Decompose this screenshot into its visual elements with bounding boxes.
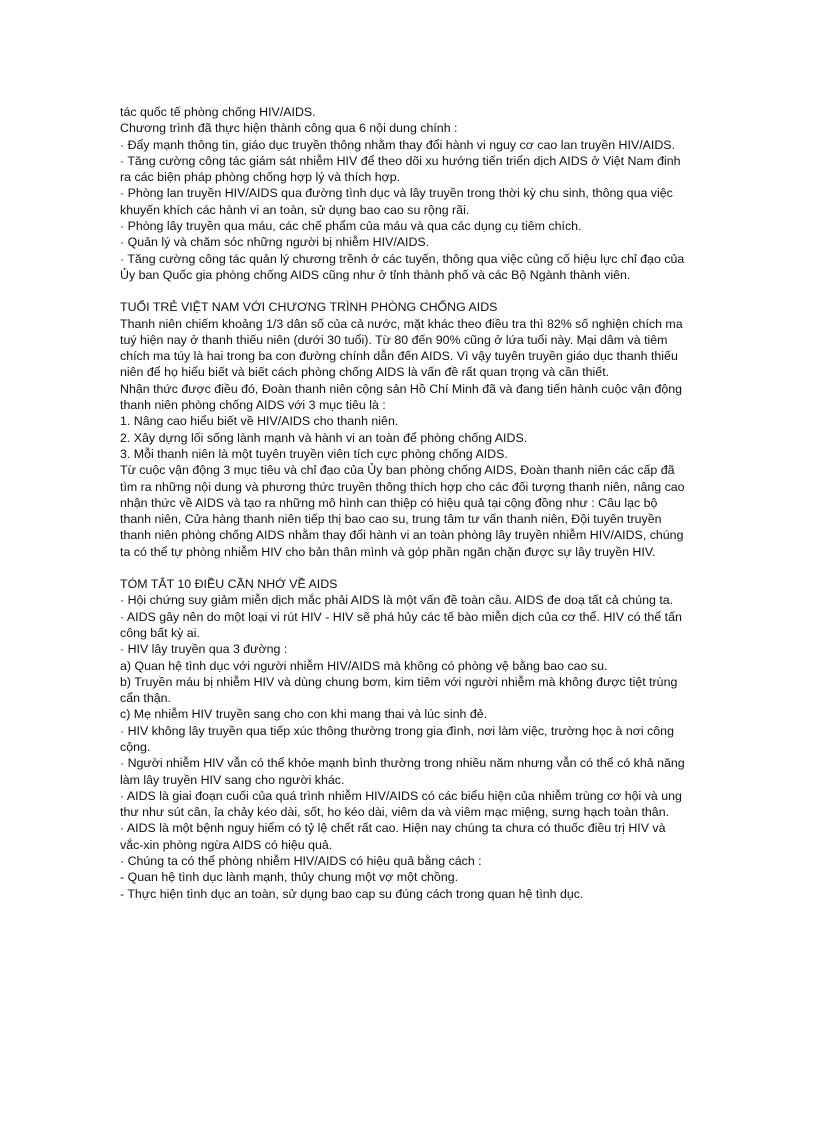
list-item: 3. Mỗi thanh niên là một tuyên truyền viên tích cực phòng chống AIDS. xyxy=(120,446,508,461)
section-ten-things xyxy=(120,576,690,902)
list-item: - Quan hệ tình dục lành mạnh, thủy chung một vợ một chồng. xyxy=(120,870,459,885)
bullet-item: · HIV lây truyền qua 3 đường : xyxy=(120,642,288,657)
paragraph: tác quốc tế phòng chống HIV/AIDS. xyxy=(120,105,316,119)
bullet-item: · Phòng lan truyền HIV/AIDS qua đường tình dục và lây truyền trong thời kỳ chu sinh, thông qua việc khuyến khích các hành vi an toàn, sử dụng bao cao su rộng rãi. xyxy=(120,186,673,217)
list-item: 2. Xây dựng lối sống lành mạnh và hành vi an toàn để phòng chống AIDS. xyxy=(120,430,528,445)
paragraph: Thanh niên chiếm khoảng 1/3 dân số của cả nước, mặt khác theo điều tra thì 82% số nghiện chích ma tuý hiện nay ở thanh thiếu niên (dưới 30 tuổi). Từ 80 đến 90% cũng ở lứa tuổi này. Mại dâm và tiêm chích ma túy là hai trong ba con đường chính dẫn đến AIDS. Vì vậy tuyên truyền giáo dục thanh thiếu niên để họ hiểu biết và biết cách phòng chống AIDS là vấn đề rất quan trọng và cần thiết. xyxy=(120,316,683,380)
bullet-item: · AIDS là một bệnh nguy hiểm có tỷ lệ chết rất cao. Hiện nay chúng ta chưa có thuốc điều trị HIV và vắc-xin phòng ngừa AIDS có hiệu quả. xyxy=(120,821,666,852)
bullet-item: · HIV không lây truyền qua tiếp xúc thông thường trong gia đình, nơi làm việc, trường học à nơi công cộng. xyxy=(120,723,674,754)
bullet-item: · Quản lý và chăm sóc những người bị nhiễm HIV/AIDS. xyxy=(120,235,430,250)
bullet-item: · Chúng ta có thể phòng nhiễm HIV/AIDS có hiệu quả bằng cách : xyxy=(120,854,482,869)
list-item: 1. Nâng cao hiểu biết về HIV/AIDS cho thanh niên. xyxy=(120,414,399,429)
list-item: - Thực hiện tình dục an toàn, sử dụng bao cap su đúng cách trong quan hệ tình dục. xyxy=(120,886,584,901)
bullet-item: · Phòng lây truyền qua máu, các chế phẩm của máu và qua các dụng cụ tiêm chích. xyxy=(120,219,582,234)
list-item: a) Quan hệ tình dục với người nhiễm HIV/AIDS mà không có phòng vệ bằng bao cao su. xyxy=(120,658,608,673)
bullet-item: · Hội chứng suy giảm miễn dịch mắc phải AIDS là một vấn đề toàn cầu. AIDS đe doạ tất cả chúng ta. xyxy=(120,593,674,608)
section-youth-program xyxy=(120,299,690,560)
document-body xyxy=(120,104,690,902)
bullet-item: · Người nhiễm HIV vẫn có thể khỏe mạnh bình thường trong nhiều năm nhưng vẫn có thể có khả năng làm lây truyền HIV sang cho người khác. xyxy=(120,756,685,787)
paragraph: Nhận thức được điều đó, Đoàn thanh niên cộng sản Hồ Chí Minh đã và đang tiến hành cuộc vận động thanh niên phòng chống AIDS với 3 mục tiêu là : xyxy=(120,381,683,413)
bullet-item: · Tăng cường công tác giám sát nhiễm HIV để theo dõi xu hướng tiến triển dịch AIDS ở Việt Nam đinh ra các biện pháp phòng chống hợp lý và thích hợp. xyxy=(120,153,681,185)
bullet-item: · AIDS gây nên do một loại vi rút HIV - HIV sẽ phá hủy các tế bào miễn dịch của cơ thể. HIV có thể tấn công bất kỳ ai. xyxy=(120,609,682,640)
section-heading: TÓM TẮT 10 ĐIỀU CẦN NHỚ VỀ AIDS xyxy=(120,577,338,592)
paragraph: Chương trình đã thực hiện thành công qua 6 nội dung chính : xyxy=(120,121,458,136)
bullet-item: · Đẩy mạnh thông tin, giáo dục truyền thông nhằm thay đổi hành vi nguy cơ cao lan truyền HIV/AIDS. xyxy=(120,137,676,152)
bullet-item: · AIDS là giai đoạn cuối của quá trình nhiễm HIV/AIDS có các biểu hiện của nhiễm trùng cơ hội và ung thư như sút cân, ỉa chảy kéo dài, sốt, ho kéo dài, viêm da và viêm mạc miệng, sưng hạch toàn thân. xyxy=(120,788,682,820)
section-program-content xyxy=(120,104,690,283)
list-item: c) Mẹ nhiễm HIV truyền sang cho con khi mang thai và lúc sinh đẻ. xyxy=(120,707,488,722)
paragraph: Từ cuộc vận động 3 mục tiêu và chỉ đạo của Ủy ban phòng chống AIDS, Đoàn thanh niên các cấp đã tìm ra những nội dung và phương thức truyền thông thích hợp cho các đối tượng thanh niên, nâng cao nhận thức về AIDS và tạo ra những mô hình can thiệp có hiệu quả tại cộng đồng như : Câu lạc bộ thanh niên, Cửa hàng thanh niên tiếp thị bao cao su, trung tâm tư vấn thanh niên, Đội tuyên truyền thanh niên phòng chống AIDS nhằm thay đổi hành vi an toàn phòng lây truyền nhiễm HIV/AIDS, chúng ta có thể tự phòng nhiễm HIV cho bản thân mình và góp phần ngăn chặn được sự lây truyền HIV. xyxy=(120,463,685,559)
bullet-item: · Tăng cường công tác quản lý chương trềnh ở các tuyến, thông qua việc củng cố hiệu lực chỉ đạo của Ủy ban Quốc gia phòng chống AIDS cũng như ở tỉnh thành phố và các Bộ Ngành thành viên. xyxy=(120,251,685,282)
section-heading: TUỔI TRẺ VIỆT NAM VỚI CHƯƠNG TRÌNH PHÒNG CHỐNG AIDS xyxy=(120,300,498,315)
list-item: b) Truyền máu bị nhiễm HIV và dùng chung bơm, kim tiêm với người nhiễm mà không được tiệt trùng cẩn thận. xyxy=(120,674,678,706)
